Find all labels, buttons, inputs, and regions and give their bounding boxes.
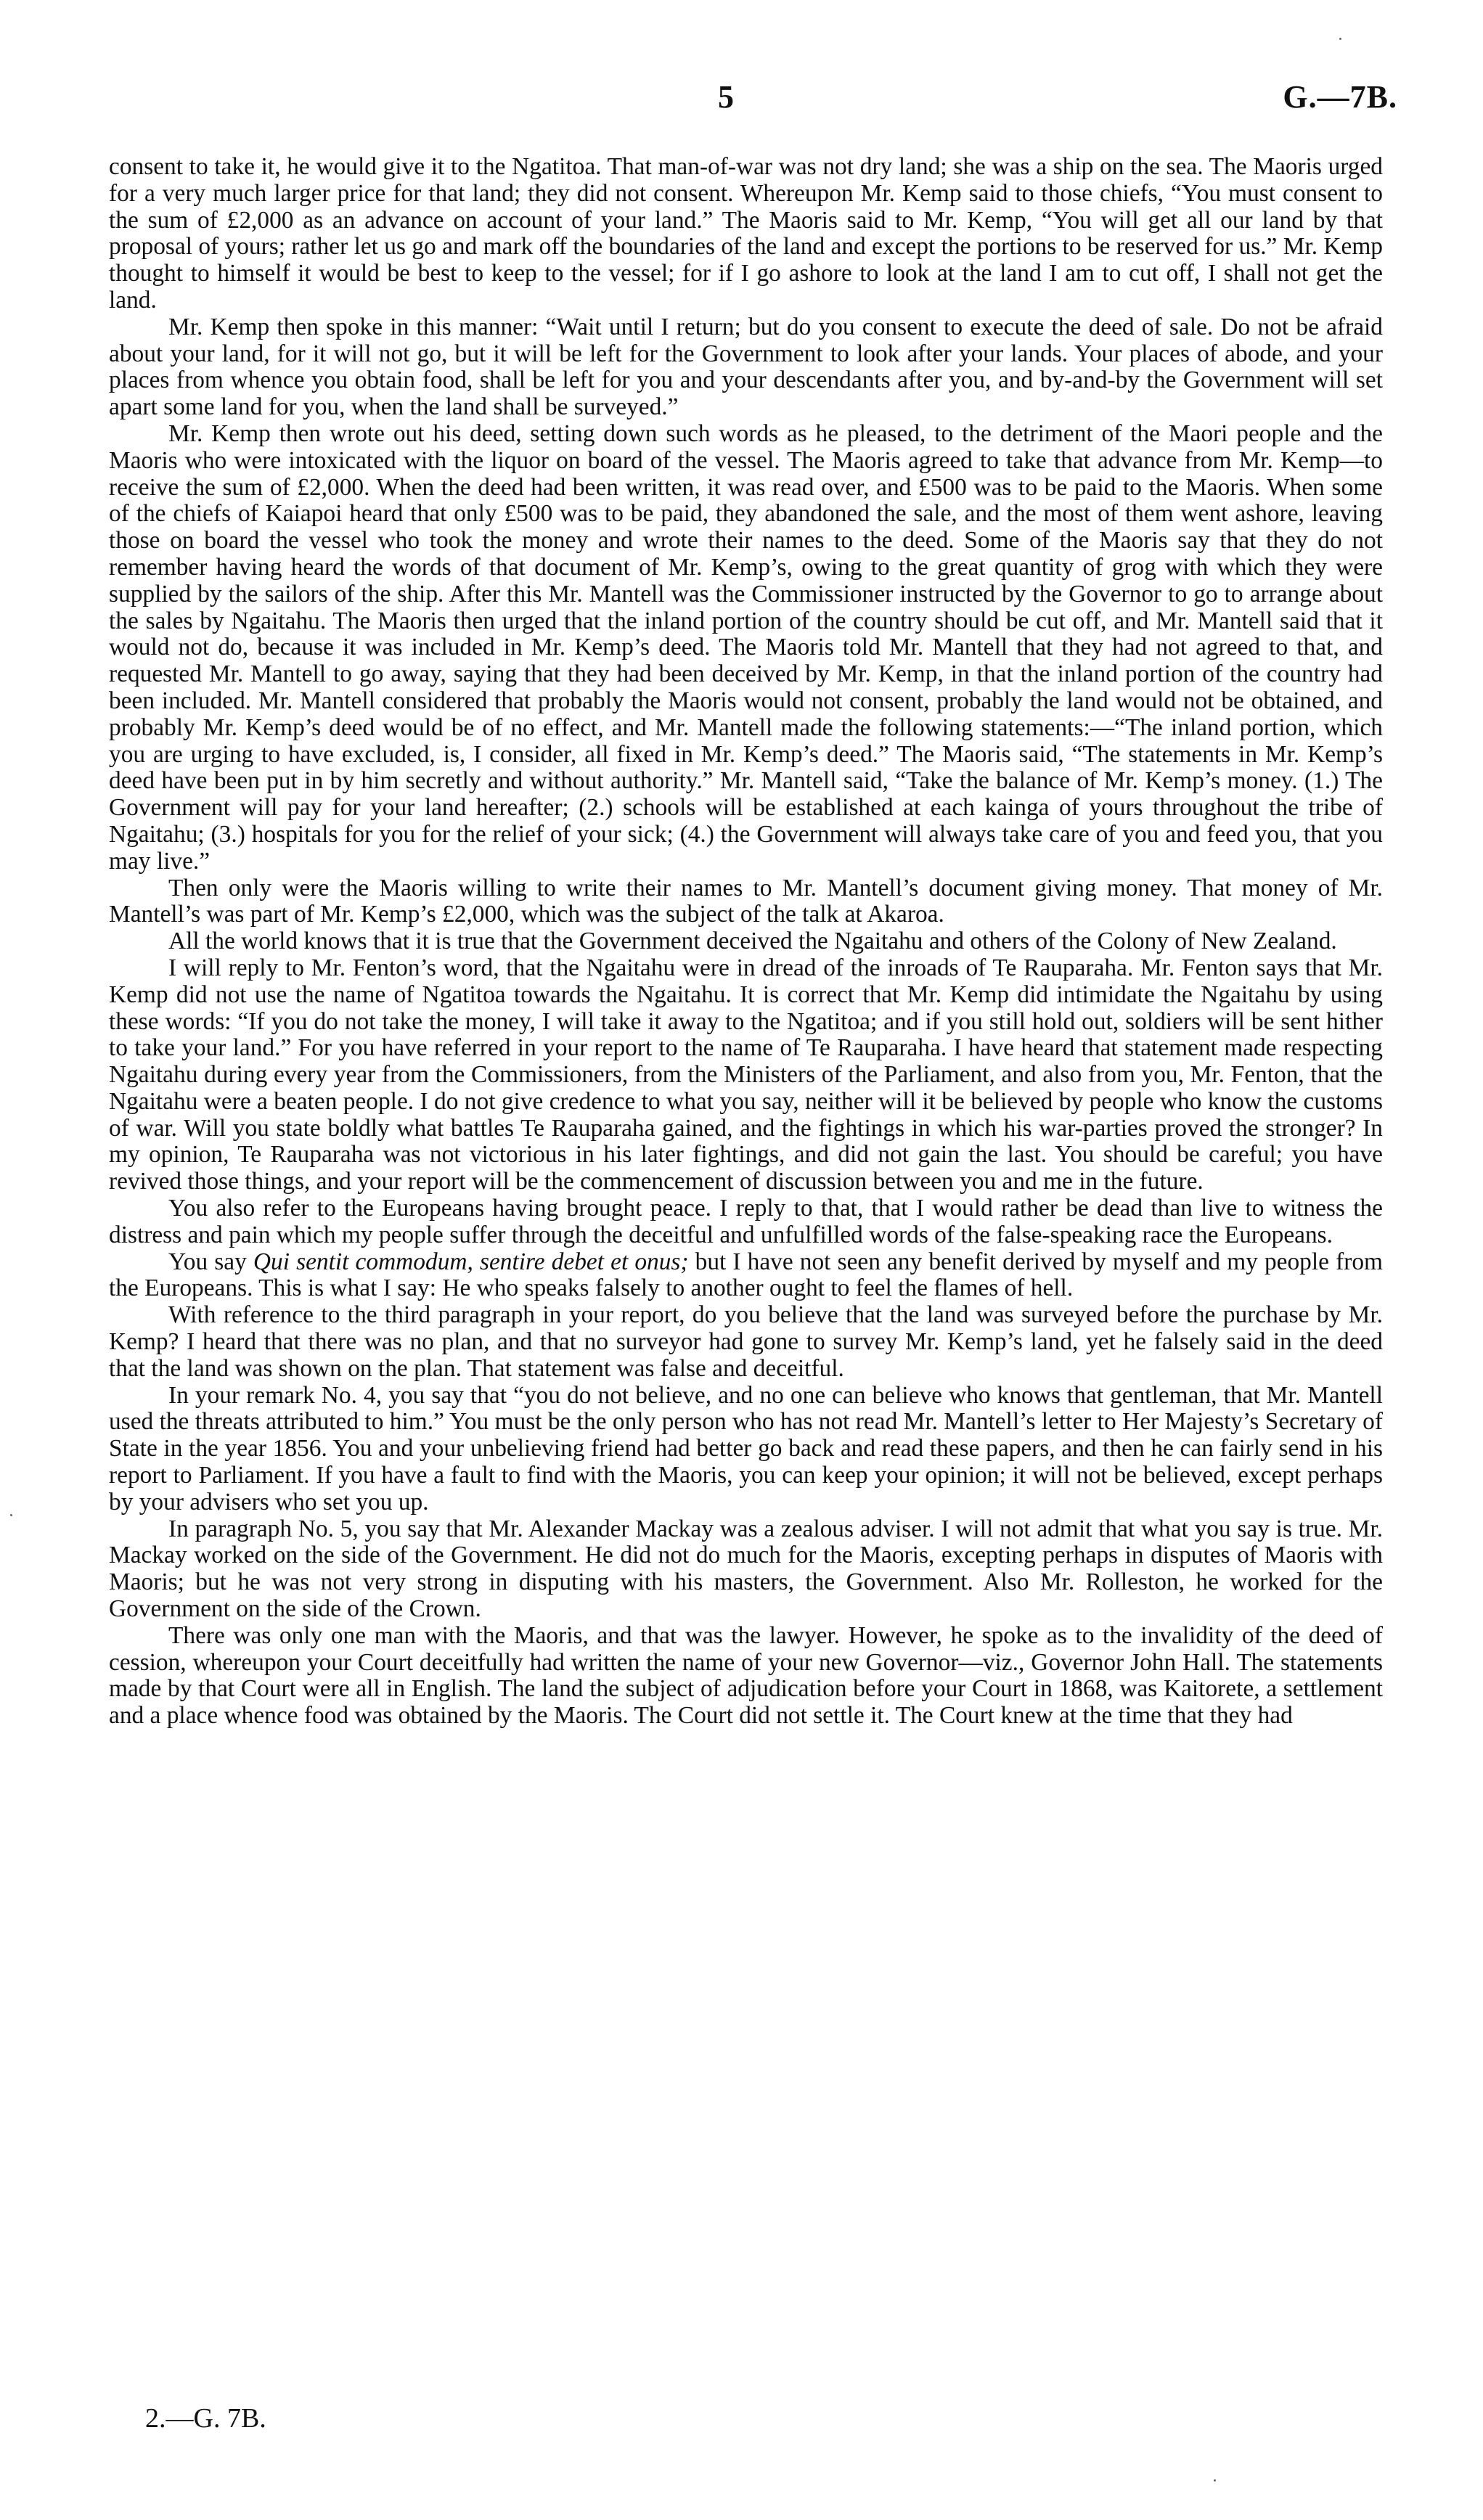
document-reference: G.—7B. <box>1283 79 1397 115</box>
paragraph: In your remark No. 4, you say that “you do not believe, and no one can believe who knows that gentleman, that Mr. Mantell used the threats attributed to him.” You must be the only person who has not read Mr. Mantell’s letter to Her Majesty’s Secretary of State in the year 1856. You and your unbelieving friend had better go back and read these papers, and then he can fairly send in his report to Parliament. If you have a fault to find with the Maoris, you can keep your opinion; it will not be believed, except perhaps by your advisers who set you up. <box>109 1381 1383 1515</box>
latin-after: but I have not seen any benefit derived by myself and my people from the Europeans. This is what I say: He who speaks falsely to another ought to feel the flames of hell. <box>109 1248 1383 1302</box>
paragraph: Mr. Kemp then spoke in this manner: “Wait until I return; but do you consent to execute the deed of sale. Do not be afraid about your land, for it will not go, but it will be left for the Government to look after your lands. Your places of abode, and your places from whence you obtain food, shall be left for you and your descendants after you, and by-and-by the Government will set apart some land for you, when the land shall be surveyed.” <box>109 313 1383 421</box>
paragraph: Mr. Kemp then wrote out his deed, setting down such words as he pleased, to the detriment of the Maori people and the Maoris who were intoxicated with the liquor on board of the vessel. The Maoris agreed to take that advance from Mr. Kemp—to receive the sum of £2,000. When the deed had been written, it was read over, and £500 was to be paid to the Maoris. When some of the chiefs of Kaiapoi heard that only £500 was to be paid, they abandoned the sale, and the most of them went ashore, leaving those on board the vessel who took the money and wrote their names to the deed. Some of the Maoris say that they do not remember having heard the words of that document of Mr. Kemp’s, owing to the great quantity of grog with which they were supplied by the sailors of the ship. After this Mr. Mantell was the Commissioner instructed by the Governor to go to arrange about the sales by Ngaitahu. The Maoris then urged that the inland portion of the country should be cut off, and Mr. Mantell said that it would not do, because it was included in Mr. Kemp’s deed. The Maoris told Mr. Mantell that they had not agreed to that, and requested Mr. Mantell to go away, saying that they had been deceived by Mr. Kemp, in that the inland portion of the country had been included. Mr. Mantell considered that probably the Maoris would not consent, probably the land would not be obtained, and probably Mr. Kemp’s deed would be of no effect, and Mr. Mantell made the following statements:—“The inland portion, which you are urging to have excluded, is, I consider, all fixed in Mr. Kemp’s deed.” The Maoris said, “The statements in Mr. Kemp’s deed have been put in by him secretly and without authority.” Mr. Mantell said, “Take the balance of Mr. Kemp’s money. (1.) The Government will pay for your land hereafter; (2.) schools will be established at each kainga of yours throughout the tribe of Ngaitahu; (3.) hospitals for you for the relief of your sick; (4.) the Government will always take care of you and feed you, that you may live.” <box>109 420 1383 875</box>
paragraph: I will reply to Mr. Fenton’s word, that the Ngaitahu were in dread of the inroads of Te Rauparaha. Mr. Fenton says that Mr. Kemp did not use the name of Ngatitoa towards the Ngaitahu. It is correct that Mr. Kemp did intimidate the Ngaitahu by using these words: “If you do not take the money, I will take it away to the Ngatitoa; and if you still hold out, soldiers will be sent hither to take your land.” For you have referred in your report to the name of Te Rauparaha. I have heard that statement made respecting Ngaitahu during every year from the Commissioners, from the Ministers of the Parliament, and also from you, Mr. Fenton, that the Ngaitahu were a beaten people. I do not give credence to what you say, neither will it be believed by people who know the customs of war. Will you state boldly what battles Te Rauparaha gained, and the fightings in which his war-parties proved the stronger? In my opinion, Te Rauparaha was not victorious in his later fightings, and did not gain the last. You should be careful; you have revived those things, and your report will be the commencement of discussion between you and me in the future. <box>109 954 1383 1195</box>
paragraph: All the world knows that it is true that the Government deceived the Ngaitahu and others of the Colony of New Zealand. <box>168 928 1337 955</box>
footer-signature: 2.—G. 7B. <box>145 2403 266 2434</box>
body-text <box>109 154 1383 1730</box>
paragraph: consent to take it, he would give it to the Ngatitoa. That man-of-war was not dry land; she was a ship on the sea. The Maoris urged for a very much larger price for that land; they did not consent. Whereupon Mr. Kemp said to those chiefs, “You must consent to the sum of £2,000 as an advance on account of your land.” The Maoris said to Mr. Kemp, “You will get all our land by that proposal of yours; rather let us go and mark off the boundaries of the land and except the portions to be reserved for us.” Mr. Kemp thought to himself it would be best to keep to the vessel; for if I go ashore to look at the land I am to cut off, I shall not get the land. <box>109 153 1383 314</box>
paragraph: Then only were the Maoris willing to write their names to Mr. Mantell’s document giving money. That money of Mr. Mantell’s was part of Mr. Kemp’s £2,000, which was the subject of the talk at Akaroa. <box>109 874 1383 928</box>
paragraph: In paragraph No. 5, you say that Mr. Alexander Mackay was a zealous adviser. I will not admit that what you say is true. Mr. Mackay worked on the side of the Government. He did not do much for the Maoris, excepting perhaps in disputes of Maoris with Maoris; but he was not very strong in disputing with his masters, the Government. Also Mr. Rolleston, he worked for the Government on the side of the Crown. <box>109 1515 1383 1623</box>
latin-phrase: Qui sentit commodum, sentire debet et onus; <box>253 1248 689 1275</box>
latin-before: You say <box>168 1248 253 1275</box>
paragraph-latin <box>109 1249 1383 1303</box>
scan-speck <box>1214 2479 1216 2482</box>
paragraph: You also refer to the Europeans having brought peace. I reply to that, that I would rather be dead than live to witness the distress and pain which my people suffer through the deceitful and unfulfilled words of the false-speaking race the Europeans. <box>109 1195 1383 1248</box>
paragraph: There was only one man with the Maoris, and that was the lawyer. However, he spoke as to the invalidity of the deed of cession, whereupon your Court deceitfully had written the name of your new Governor—viz., Governor John Hall. The statements made by that Court were all in English. The land the subject of adjudication before your Court in 1868, was Kaitorete, a settlement and a place whence food was obtained by the Maoris. The Court did not settle it. The Court knew at the time that they had <box>109 1621 1383 1730</box>
paragraph: With reference to the third paragraph in your report, do you believe that the land was surveyed before the purchase by Mr. Kemp? I heard that there was no plan, and that no surveyor had gone to survey Mr. Kemp’s land, yet he falsely said in the deed that the land was shown on the plan. That statement was false and deceitful. <box>109 1301 1383 1382</box>
scan-speck <box>1339 38 1341 40</box>
page-number: 5 <box>718 79 734 115</box>
scan-speck <box>10 1514 12 1516</box>
